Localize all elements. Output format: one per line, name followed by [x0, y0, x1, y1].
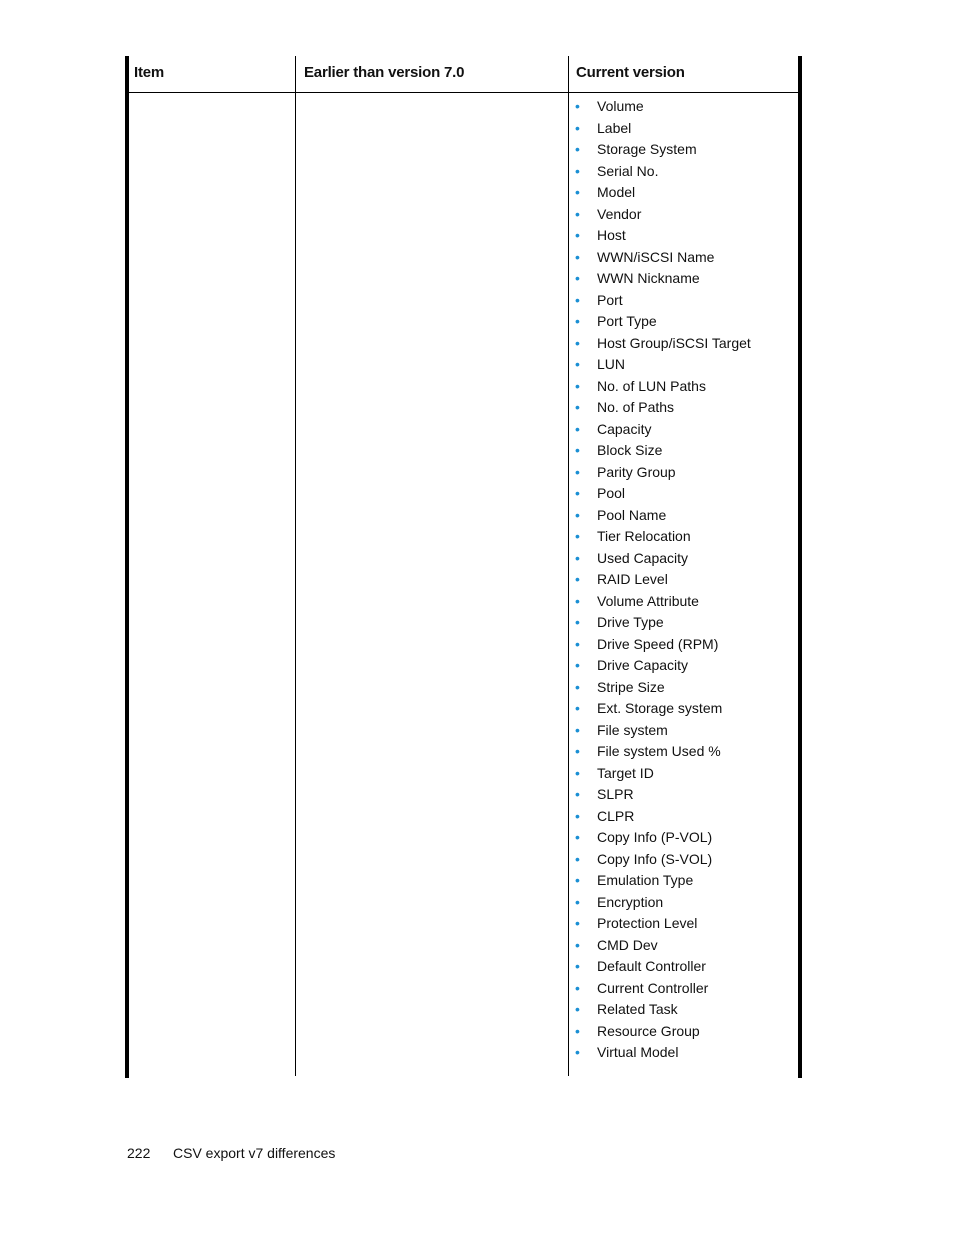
list-item-label: Block Size — [597, 442, 663, 458]
bullet-icon: • — [575, 635, 580, 652]
list-item — [575, 892, 751, 914]
list-item — [575, 161, 751, 183]
list-item — [575, 268, 751, 290]
list-item — [575, 935, 751, 957]
list-item — [575, 96, 751, 118]
list-item — [575, 505, 751, 527]
list-item-label: Pool — [597, 485, 626, 501]
list-item-label: No. of Paths — [597, 399, 675, 415]
list-item — [575, 290, 751, 312]
list-item — [575, 698, 751, 720]
bullet-icon: • — [575, 227, 580, 243]
bullet-icon: • — [575, 377, 580, 394]
list-item — [575, 204, 751, 226]
bullet-icon: • — [575, 549, 580, 566]
list-item-label: Port — [597, 291, 623, 308]
list-item-label: No. of LUN Paths — [597, 377, 706, 394]
list-item — [575, 354, 751, 376]
list-item — [575, 462, 751, 484]
list-item — [575, 548, 751, 570]
list-item — [575, 569, 751, 591]
list-item — [575, 999, 751, 1021]
table-left-border — [125, 56, 129, 1078]
bullet-icon: • — [575, 270, 580, 286]
list-item-label: File system Used % — [597, 743, 721, 759]
list-item — [575, 333, 751, 355]
bullet-icon: • — [575, 721, 580, 738]
list-item — [575, 247, 751, 269]
list-item-label: CLPR — [597, 807, 635, 824]
header-divider — [129, 92, 798, 93]
bullet-icon: • — [575, 958, 580, 974]
bullet-icon: • — [575, 1022, 580, 1039]
list-item-label: Protection Level — [597, 915, 698, 931]
list-item — [575, 118, 751, 140]
list-item-label: Stripe Size — [597, 678, 665, 695]
list-item — [575, 741, 751, 763]
list-item — [575, 806, 751, 828]
list-item — [575, 655, 751, 677]
list-item-label: Copy Info (P-VOL) — [597, 829, 713, 845]
bullet-icon: • — [575, 678, 580, 695]
list-item-label: Model — [597, 184, 636, 200]
bullet-icon: • — [575, 700, 580, 716]
list-item-label: Ext. Storage system — [597, 700, 723, 716]
header-current-version: Current version — [576, 64, 685, 81]
list-item — [575, 913, 751, 935]
bullet-icon: • — [575, 614, 580, 630]
list-item-label: Tier Relocation — [597, 528, 691, 544]
list-item — [575, 849, 751, 871]
list-item-label: Volume Attribute — [597, 592, 699, 609]
bullet-icon: • — [575, 764, 580, 781]
bullet-icon: • — [575, 399, 580, 415]
bullet-icon: • — [575, 893, 580, 910]
column-divider-1 — [295, 56, 296, 1076]
bullet-icon: • — [575, 485, 580, 501]
list-item-label: Parity Group — [597, 463, 676, 480]
header-earlier-version: Earlier than version 7.0 — [304, 64, 465, 81]
list-item-label: Label — [597, 119, 632, 136]
bullet-icon: • — [575, 98, 580, 114]
list-item-label: Drive Speed (RPM) — [597, 635, 719, 652]
list-item — [575, 1042, 751, 1064]
list-item-label: WWN/iSCSI Name — [597, 248, 715, 265]
bullet-icon: • — [575, 291, 580, 308]
list-item-label: Vendor — [597, 205, 642, 222]
bullet-icon: • — [575, 936, 580, 953]
bullet-icon: • — [575, 592, 580, 609]
bullet-icon: • — [575, 119, 580, 136]
list-item-label: SLPR — [597, 786, 634, 802]
list-item — [575, 526, 751, 548]
bullet-icon: • — [575, 528, 580, 544]
bullet-icon: • — [575, 205, 580, 222]
bullet-icon: • — [575, 141, 580, 157]
bullet-icon: • — [575, 184, 580, 200]
list-item-label: Virtual Model — [597, 1044, 679, 1060]
bullet-icon: • — [575, 1044, 580, 1060]
list-item-label: Copy Info (S-VOL) — [597, 850, 713, 867]
bullet-icon: • — [575, 506, 580, 523]
bullet-icon: • — [575, 979, 580, 996]
bullet-icon: • — [575, 1001, 580, 1017]
list-item — [575, 397, 751, 419]
list-item — [575, 978, 751, 1000]
column-divider-2 — [568, 56, 569, 1076]
bullet-icon: • — [575, 571, 580, 587]
list-item-label: Target ID — [597, 764, 654, 781]
list-item-label: File system — [597, 721, 668, 738]
list-item — [575, 225, 751, 247]
header-item: Item — [134, 64, 165, 81]
list-item — [575, 784, 751, 806]
bullet-icon: • — [575, 442, 580, 458]
list-item-label: Capacity — [597, 420, 652, 437]
list-item-label: Resource Group — [597, 1022, 700, 1039]
list-item — [575, 720, 751, 742]
bullet-icon: • — [575, 356, 580, 372]
list-item — [575, 677, 751, 699]
list-item — [575, 376, 751, 398]
list-item — [575, 419, 751, 441]
section-title: CSV export v7 differences — [173, 1145, 336, 1161]
list-item-label: Used Capacity — [597, 549, 689, 566]
list-item-label: Related Task — [597, 1001, 678, 1017]
list-item — [575, 1021, 751, 1043]
list-item-label: Host Group/iSCSI Target — [597, 334, 751, 351]
list-item — [575, 612, 751, 634]
bullet-icon: • — [575, 463, 580, 480]
list-item — [575, 763, 751, 785]
list-item-label: Serial No. — [597, 162, 659, 179]
list-item-label: RAID Level — [597, 571, 668, 587]
bullet-icon: • — [575, 334, 580, 351]
bullet-icon: • — [575, 162, 580, 179]
list-item — [575, 827, 751, 849]
list-item-label: Volume — [597, 98, 644, 114]
bullet-icon: • — [575, 872, 580, 888]
bullet-icon: • — [575, 420, 580, 437]
bullet-icon: • — [575, 915, 580, 931]
list-item-label: CMD Dev — [597, 936, 658, 953]
list-item — [575, 440, 751, 462]
list-item — [575, 483, 751, 505]
bullet-icon: • — [575, 657, 580, 673]
page-footer — [127, 1145, 335, 1161]
list-item-label: Encryption — [597, 893, 664, 910]
list-item — [575, 634, 751, 656]
list-item-label: WWN Nickname — [597, 270, 700, 286]
comparison-table — [125, 56, 802, 1078]
list-item — [575, 956, 751, 978]
list-item — [575, 870, 751, 892]
list-item — [575, 182, 751, 204]
list-item-label: Current Controller — [597, 979, 709, 996]
bullet-icon: • — [575, 850, 580, 867]
list-item-label: Pool Name — [597, 506, 667, 523]
bullet-icon: • — [575, 807, 580, 824]
bullet-icon: • — [575, 248, 580, 265]
list-item-label: Drive Capacity — [597, 657, 689, 673]
bullet-icon: • — [575, 743, 580, 759]
table-right-border — [798, 56, 802, 1078]
list-item-label: Host — [597, 227, 626, 243]
list-item-label: Default Controller — [597, 958, 706, 974]
bullet-icon: • — [575, 829, 580, 845]
list-item-label: Emulation Type — [597, 872, 694, 888]
bullet-icon: • — [575, 786, 580, 802]
list-item-label: Drive Type — [597, 614, 664, 630]
current-version-list — [575, 96, 751, 1064]
list-item-label: Storage System — [597, 141, 697, 157]
page-number: 222 — [127, 1145, 151, 1161]
list-item — [575, 139, 751, 161]
list-item — [575, 311, 751, 333]
list-item — [575, 591, 751, 613]
bullet-icon: • — [575, 313, 580, 329]
list-item-label: Port Type — [597, 313, 657, 329]
list-item-label: LUN — [597, 356, 626, 372]
